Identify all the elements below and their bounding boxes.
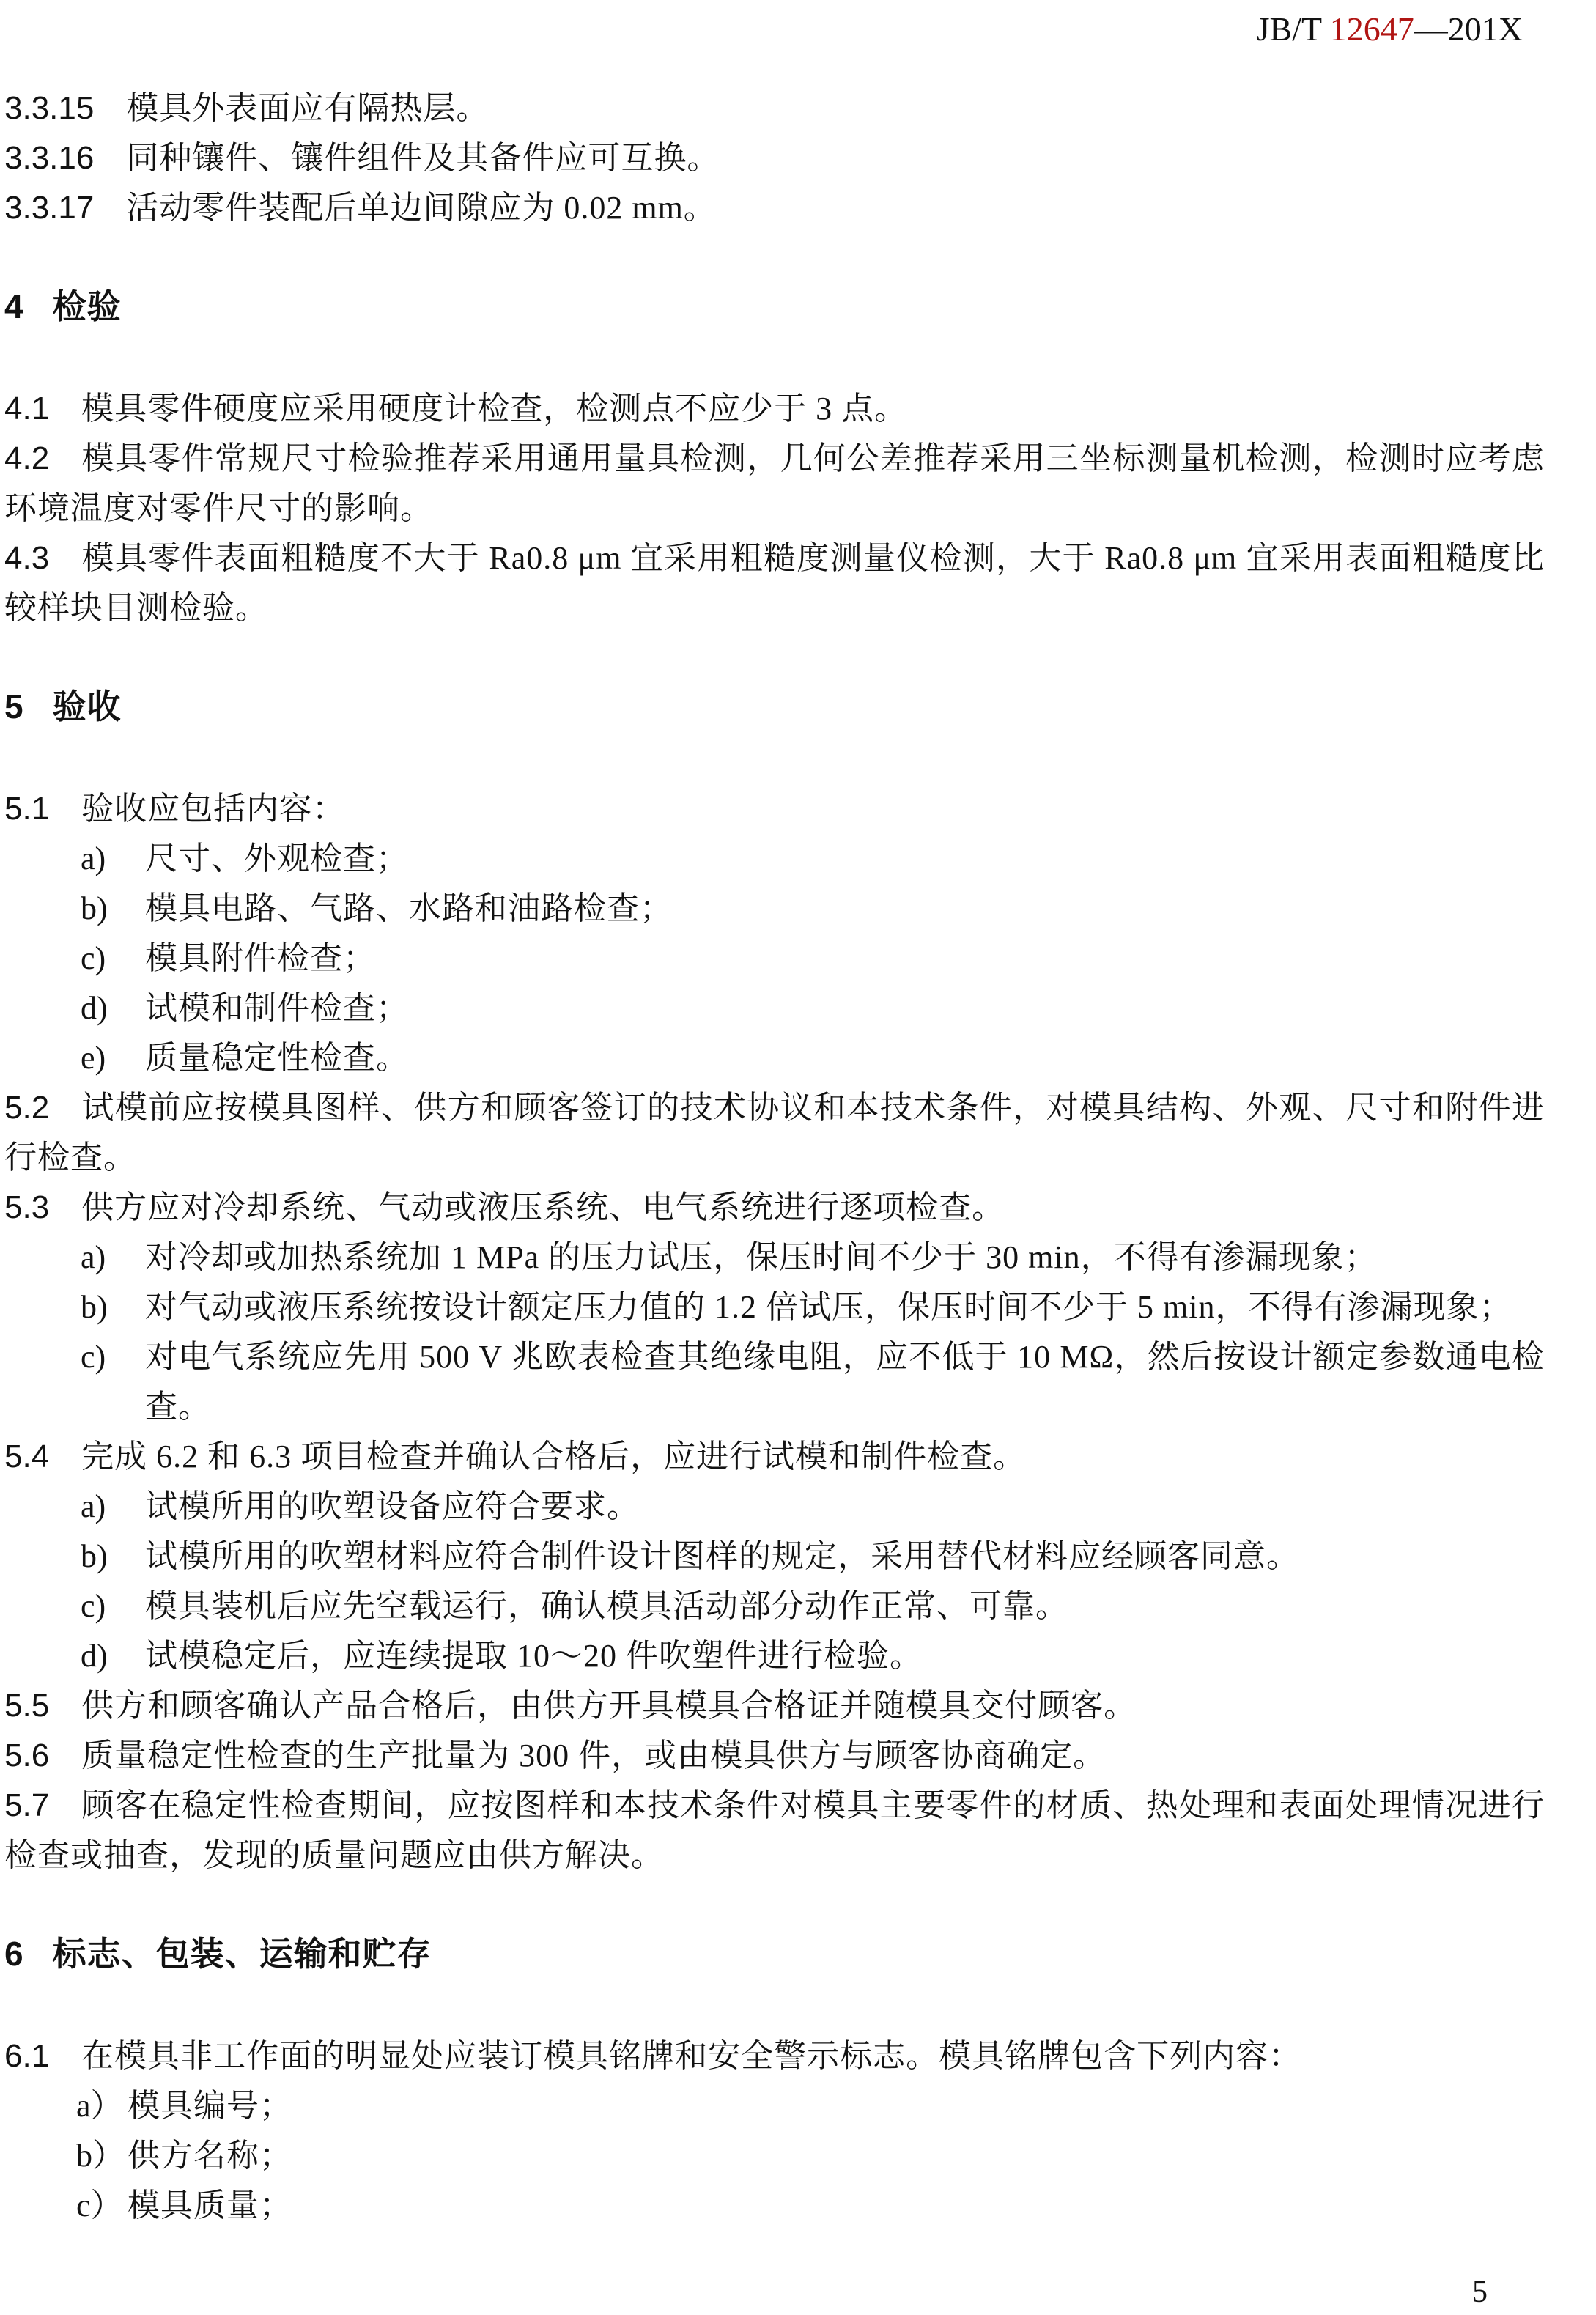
list-item-text: 模具装机后应先空载运行，确认模具活动部分动作正常、可靠。 bbox=[145, 1588, 1068, 1624]
list-item-text: 对气动或液压系统按设计额定压力值的 1.2 倍试压，保压时间不少于 5 min，不得有渗漏现象； bbox=[145, 1289, 1512, 1325]
list-item-text: 模具编号； bbox=[128, 2088, 292, 2124]
clause-text: 模具零件常规尺寸检验推荐采用通用量具检测，几何公差推荐采用三坐标测量机检测，检测时应考虑环境温度对零件尺寸的影响。 bbox=[4, 440, 1545, 526]
clause bbox=[4, 434, 1545, 533]
page-number: 5 bbox=[1472, 2275, 1488, 2309]
clause bbox=[4, 1731, 1545, 1781]
page-header bbox=[0, 0, 1596, 50]
list-item-marker: d) bbox=[81, 990, 108, 1026]
clause-text: 在模具非工作面的明显处应装订模具铭牌和安全警示标志。模具铭牌包含下列内容： bbox=[81, 2038, 1302, 2074]
list-item bbox=[4, 983, 1545, 1033]
section-title: 验收 bbox=[52, 687, 122, 725]
clause bbox=[4, 183, 1545, 233]
list-item bbox=[4, 1631, 1545, 1681]
clause bbox=[4, 1432, 1545, 1482]
clause-text: 活动零件装配后单边间隙应为 0.02 mm。 bbox=[126, 190, 717, 226]
clause-text: 供方应对冷却系统、气动或液压系统、电气系统进行逐项检查。 bbox=[81, 1189, 1005, 1225]
clause-number: 5.2 bbox=[4, 1090, 50, 1126]
clause-number: 6.1 bbox=[4, 2038, 50, 2074]
clause-text: 质量稳定性检查的生产批量为 300 件，或由模具供方与顾客协商确定。 bbox=[81, 1738, 1107, 1773]
list-item bbox=[4, 1233, 1545, 1282]
standard-code bbox=[1257, 10, 1523, 48]
list-item bbox=[4, 884, 1545, 934]
clause-text: 模具零件硬度应采用硬度计检查，检测点不应少于 3 点。 bbox=[81, 391, 908, 427]
section-title: 检验 bbox=[52, 287, 122, 325]
clause bbox=[4, 1781, 1545, 1880]
list-item-marker: c) bbox=[81, 940, 106, 976]
clause bbox=[4, 533, 1545, 633]
list-item bbox=[4, 1482, 1545, 1532]
standard-code-number: 12647 bbox=[1329, 10, 1414, 48]
list-item-text: 供方名称； bbox=[128, 2138, 292, 2174]
clause bbox=[4, 1183, 1545, 1233]
clause-text: 模具外表面应有隔热层。 bbox=[126, 90, 489, 126]
list-item-text: 模具电路、气路、水路和油路检查； bbox=[145, 890, 673, 926]
clause-text: 试模前应按模具图样、供方和顾客签订的技术协议和本技术条件，对模具结构、外观、尺寸和附件进行检查。 bbox=[4, 1090, 1545, 1175]
list-item bbox=[4, 934, 1545, 983]
list-item-text: 试模所用的吹塑材料应符合制件设计图样的规定，采用替代材料应经顾客同意。 bbox=[145, 1538, 1299, 1574]
clause bbox=[4, 84, 1545, 133]
list-item bbox=[4, 2131, 1545, 2181]
clause-number: 5.7 bbox=[4, 1787, 50, 1823]
clause bbox=[4, 133, 1545, 183]
list-item bbox=[4, 1033, 1545, 1083]
clause-number: 5.1 bbox=[4, 791, 50, 827]
list-item-text: 对冷却或加热系统加 1 MPa 的压力试压，保压时间不少于 30 min，不得有渗漏现象； bbox=[145, 1239, 1378, 1275]
list-item-marker: a) bbox=[81, 841, 106, 876]
section-number: 4 bbox=[4, 287, 23, 325]
standard-code-suffix: —201X bbox=[1414, 10, 1523, 48]
list-item bbox=[4, 834, 1545, 884]
clause-number: 5.3 bbox=[4, 1189, 50, 1225]
list-item bbox=[4, 1532, 1545, 1581]
list-item-marker: d) bbox=[81, 1638, 108, 1674]
clause bbox=[4, 1681, 1545, 1731]
section-title: 标志、包装、运输和贮存 bbox=[52, 1935, 432, 1973]
list-item-text: 对电气系统应先用 500 V 兆欧表检查其绝缘电阻，应不低于 10 MΩ，然后按设计额定参数通电检查。 bbox=[145, 1339, 1545, 1425]
section-heading bbox=[4, 281, 1545, 331]
list-item-text: 试模和制件检查； bbox=[145, 990, 409, 1026]
list-item-text: 试模稳定后，应连续提取 10～20 件吹塑件进行检验。 bbox=[145, 1638, 923, 1674]
list-item-marker: b) bbox=[81, 1289, 108, 1325]
clause bbox=[4, 384, 1545, 434]
clause-number: 4.2 bbox=[4, 440, 50, 476]
list-item-marker: a） bbox=[76, 2088, 123, 2124]
list-item bbox=[4, 2181, 1545, 2231]
clause bbox=[4, 1083, 1545, 1183]
clause-number: 4.1 bbox=[4, 391, 50, 427]
section-number: 6 bbox=[4, 1935, 23, 1973]
list-item bbox=[4, 1282, 1545, 1332]
list-item-marker: b) bbox=[81, 890, 108, 926]
list-item bbox=[4, 1332, 1545, 1432]
list-item-text: 质量稳定性检查。 bbox=[145, 1040, 409, 1076]
clause bbox=[4, 2031, 1545, 2081]
clause-number: 3.3.17 bbox=[4, 190, 95, 226]
clause-number: 5.4 bbox=[4, 1439, 50, 1474]
clause-text: 验收应包括内容： bbox=[81, 791, 346, 827]
clause-number: 5.5 bbox=[4, 1688, 50, 1724]
list-item bbox=[4, 1581, 1545, 1631]
document-body bbox=[0, 84, 1596, 2231]
list-item-marker: c） bbox=[76, 2187, 123, 2223]
clause bbox=[4, 784, 1545, 834]
list-item-marker: e) bbox=[81, 1040, 106, 1076]
clause-text: 同种镶件、镶件组件及其备件应可互换。 bbox=[126, 140, 720, 176]
clause-text: 顾客在稳定性检查期间，应按图样和本技术条件对模具主要零件的材质、热处理和表面处理情况进行检查或抽查，发现的质量问题应由供方解决。 bbox=[4, 1787, 1545, 1873]
list-item bbox=[4, 2081, 1545, 2131]
section-number: 5 bbox=[4, 687, 23, 725]
clause-text: 完成 6.2 和 6.3 项目检查并确认合格后，应进行试模和制件检查。 bbox=[81, 1439, 1027, 1474]
clause-number: 5.6 bbox=[4, 1738, 50, 1773]
clause-text: 供方和顾客确认产品合格后，由供方开具模具合格证并随模具交付顾客。 bbox=[81, 1688, 1137, 1724]
section-heading bbox=[4, 682, 1545, 731]
list-item-text: 模具质量； bbox=[128, 2187, 292, 2223]
section-heading bbox=[4, 1929, 1545, 1979]
clause-number: 3.3.15 bbox=[4, 90, 95, 126]
list-item-text: 尺寸、外观检查； bbox=[145, 841, 409, 876]
list-item-marker: b） bbox=[76, 2138, 125, 2174]
standard-code-prefix: JB/T bbox=[1256, 10, 1330, 48]
list-item-marker: b) bbox=[81, 1538, 108, 1574]
list-item-marker: c) bbox=[81, 1588, 106, 1624]
list-item-marker: a) bbox=[81, 1239, 106, 1275]
list-item-text: 试模所用的吹塑设备应符合要求。 bbox=[145, 1488, 640, 1524]
clause-number: 4.3 bbox=[4, 540, 50, 576]
clause-text: 模具零件表面粗糙度不大于 Ra0.8 μm 宜采用粗糙度测量仪检测，大于 Ra0.8 μm 宜采用表面粗糙度比较样块目测检验。 bbox=[4, 540, 1545, 626]
clause-number: 3.3.16 bbox=[4, 140, 95, 176]
list-item-marker: a) bbox=[81, 1488, 106, 1524]
list-item-marker: c) bbox=[81, 1339, 106, 1375]
list-item-text: 模具附件检查； bbox=[145, 940, 376, 976]
